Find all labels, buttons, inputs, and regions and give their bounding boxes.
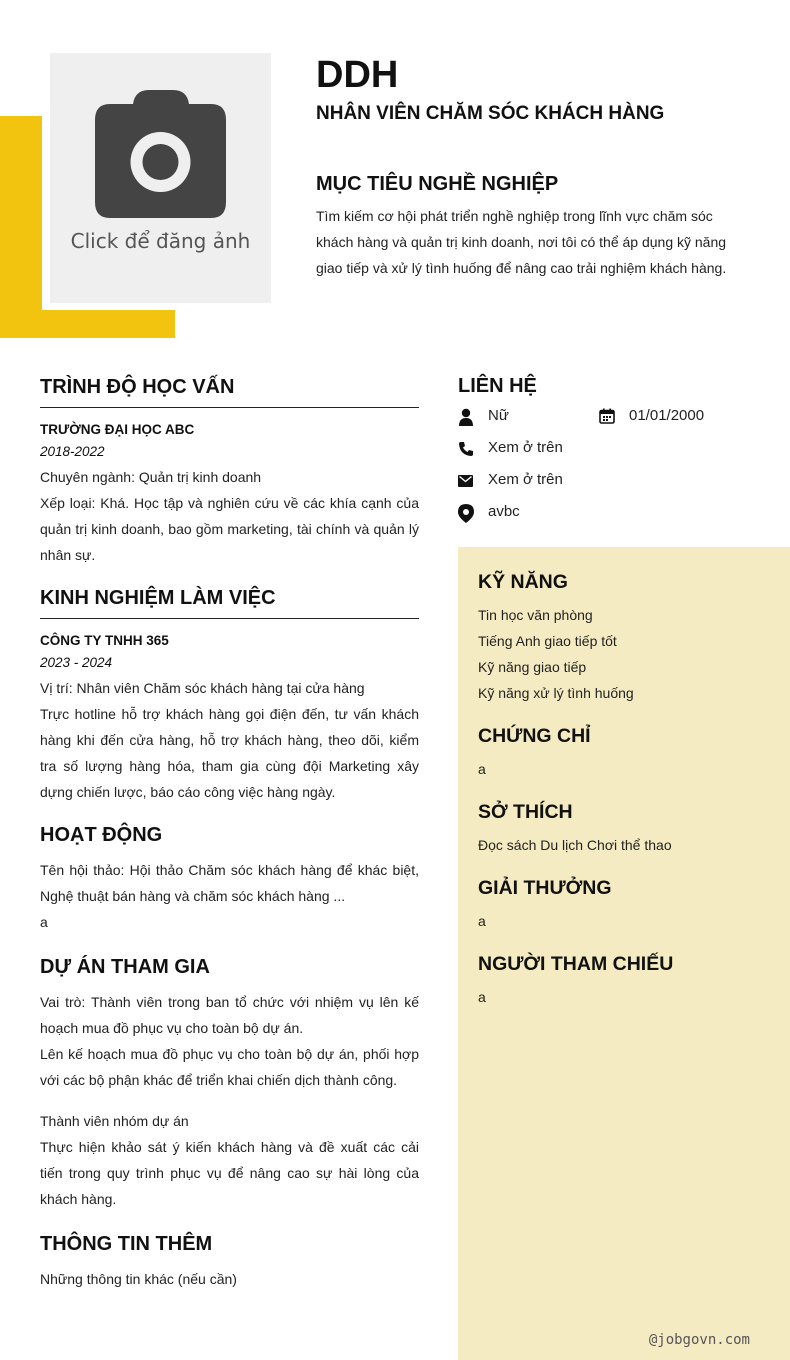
project-2-role[interactable]: Thành viên nhóm dự án [40, 1113, 189, 1129]
contact-heading: LIÊN HỆ [458, 375, 537, 397]
experience-position[interactable]: Vị trí: Nhân viên Chăm sóc khách hàng tại cửa hàng [40, 680, 365, 696]
activities-extra[interactable]: a [40, 914, 48, 930]
skill-item[interactable]: Tiếng Anh giao tiếp tốt [478, 633, 617, 649]
calendar-icon [599, 408, 615, 424]
company-name[interactable]: CÔNG TY TNHH 365 [40, 633, 169, 648]
accent-block-horizontal [0, 310, 175, 338]
contact-phone[interactable]: Xem ở trên [488, 439, 563, 456]
references-heading: NGƯỜI THAM CHIẾU [478, 953, 674, 975]
school-name[interactable]: TRƯỜNG ĐẠI HỌC ABC [40, 422, 195, 437]
skills-heading: KỸ NĂNG [478, 571, 568, 593]
skill-item[interactable]: Tin học văn phòng [478, 607, 593, 623]
location-pin-icon [458, 504, 474, 523]
phone-icon [458, 441, 474, 457]
experience-description[interactable]: Trực hotline hỗ trợ khách hàng gọi điện đến, tư vấn khách hàng khi đến cửa hàng, hỗ trợ khách hàng, theo dõi, kiểm tra số lượng hàng hóa, tham gia cùng đội Marketing xây dựng chiến lược, báo cáo công việc hàng ngày. [40, 706, 419, 800]
education-description[interactable]: Xếp loại: Khá. Học tập và nghiên cứu về các khía cạnh của quản trị kinh doanh, bao gồm marketing, tài chính và quản lý nhân sự. [40, 495, 419, 563]
person-icon [458, 408, 474, 426]
contact-gender[interactable]: Nữ [488, 407, 509, 424]
objective-heading: MỤC TIÊU NGHỀ NGHIỆP [316, 173, 559, 195]
awards-text[interactable]: a [478, 913, 486, 929]
project-2-description[interactable]: Thực hiện khảo sát ý kiến khách hàng và đề xuất các cải tiến trong quy trình phục vụ để nâng cao sự hài lòng của khách hàng. [40, 1139, 419, 1207]
activities-section [40, 824, 419, 935]
project-1-role[interactable]: Vai trò: Thành viên trong ban tổ chức với nhiệm vụ lên kế hoạch mua đồ phục vụ cho toàn bộ dự án. [40, 994, 419, 1036]
objective-text[interactable]: Tìm kiếm cơ hội phát triển nghề nghiệp trong lĩnh vực chăm sóc khách hàng và quản trị kinh doanh, nơi tôi có thể áp dụng kỹ năng giao tiếp và xử lý tình huống để nâng cao trải nghiệm khách hàng. [316, 208, 727, 276]
certificates-heading: CHỨNG CHỈ [478, 725, 591, 747]
education-years[interactable]: 2018-2022 [40, 444, 105, 459]
projects-section [40, 956, 419, 1212]
contact-birthday[interactable]: 01/01/2000 [629, 407, 705, 424]
references-text[interactable]: a [478, 989, 486, 1005]
accent-block-vertical [0, 116, 42, 338]
right-sidebar-panel [458, 547, 790, 1360]
project-1-description[interactable]: Lên kế hoạch mua đồ phục vụ cho toàn bộ dự án, phối hợp với các bộ phận khác để triển khai chiến dịch thành công. [40, 1046, 419, 1088]
projects-heading: DỰ ÁN THAM GIA [40, 956, 210, 978]
more-info-section [40, 1233, 419, 1292]
photo-upload-area[interactable] [50, 53, 271, 303]
education-heading: TRÌNH ĐỘ HỌC VẤN [40, 376, 419, 408]
hobbies-text[interactable]: Đọc sách Du lịch Chơi thể thao [478, 837, 672, 853]
watermark: @jobgovn.com [648, 1332, 750, 1348]
email-icon [458, 475, 473, 487]
awards-heading: GIẢI THƯỞNG [478, 877, 612, 899]
camera-icon [95, 90, 226, 220]
contact-address[interactable]: avbc [488, 503, 520, 520]
experience-section [40, 587, 419, 805]
contact-email[interactable]: Xem ở trên [488, 471, 563, 488]
skill-item[interactable]: Kỹ năng xử lý tình huống [478, 685, 634, 701]
activities-heading: HOẠT ĐỘNG [40, 824, 163, 846]
job-title[interactable]: NHÂN VIÊN CHĂM SÓC KHÁCH HÀNG [316, 103, 665, 124]
more-info-text[interactable]: Những thông tin khác (nếu cần) [40, 1271, 237, 1287]
photo-caption: Click để đăng ảnh [70, 229, 251, 253]
experience-years[interactable]: 2023 - 2024 [40, 655, 113, 670]
more-info-heading: THÔNG TIN THÊM [40, 1233, 213, 1255]
education-major[interactable]: Chuyên ngành: Quản trị kinh doanh [40, 469, 262, 485]
certificates-text[interactable]: a [478, 761, 486, 777]
education-section [40, 376, 419, 568]
activities-description[interactable]: Tên hội thảo: Hội thảo Chăm sóc khách hàng để khác biệt, Nghệ thuật bán hàng và chăm sóc khách hàng ... [40, 862, 419, 904]
hobbies-heading: SỞ THÍCH [478, 801, 573, 823]
candidate-name[interactable]: DDH [316, 54, 399, 96]
experience-heading: KINH NGHIỆM LÀM VIỆC [40, 587, 419, 619]
skill-item[interactable]: Kỹ năng giao tiếp [478, 659, 587, 675]
